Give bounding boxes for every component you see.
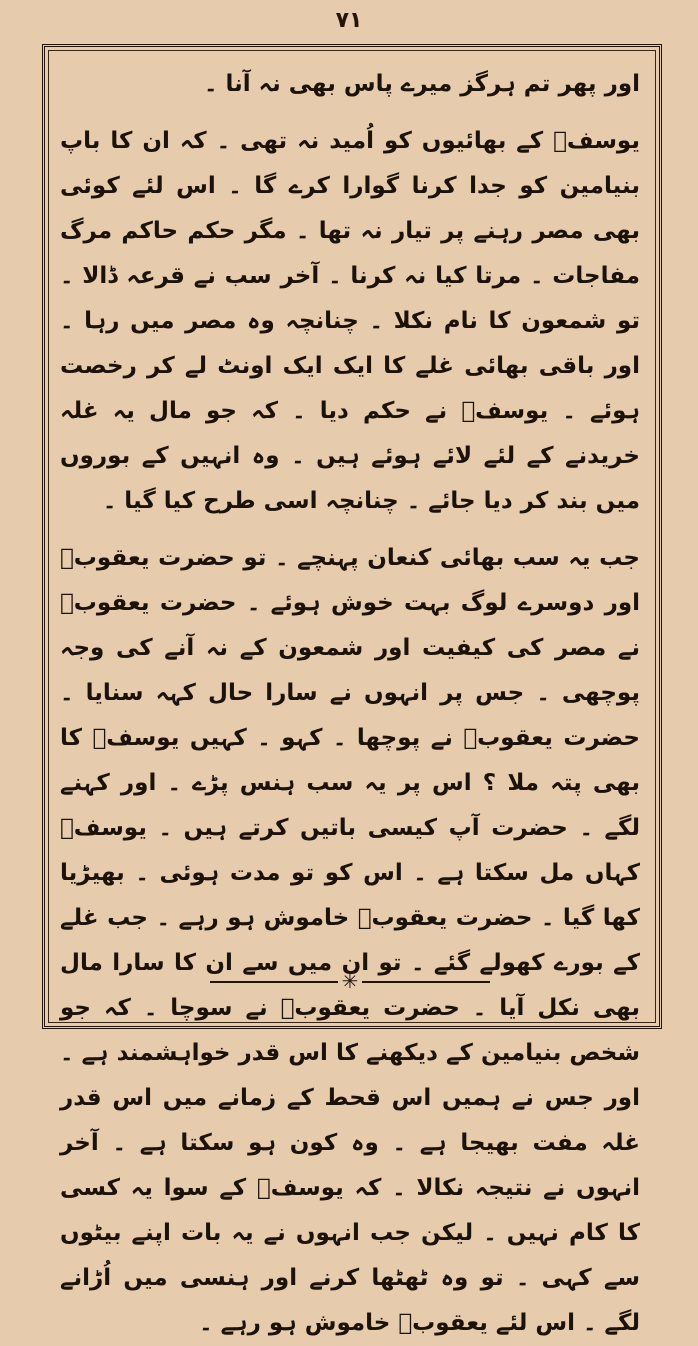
page-number: ٧١ [335,8,363,33]
paragraph-1: اور پھر تم ہرگز میرے پاس بھی نہ آنا ۔ [203,71,640,97]
paragraph-2: یوسفؑ کے بھائیوں کو اُمید نہ تھی ۔ کہ ان کا باپ بنیامین کو جدا کرنا گوارا کرے گا ۔ اس لئے کوئی بھی مصر رہنے پر تیار نہ تھا ۔ مگر حکم حاکم مرگ مفاجات ۔ مرتا کیا نہ کرنا ۔ آخر سب نے قرعہ ڈالا ۔ تو شمعون کا نام نکلا ۔ چنانچہ وہ مصر میں رہا ۔ اور باقی بھائی غلے کا ایک ایک اونٹ لے کر رخصت ہوئے ۔ یوسفؑ نے حکم دیا ۔ کہ جو مال یہ غلہ خریدنے کے لئے لائے ہوئے ہیں ۔ وہ انہیں کے بوروں میں بند کر دیا جائے ۔ چنانچہ اسی طرح کیا گیا ۔ [60,128,640,514]
divider-star-icon: ✳ [341,969,359,993]
divider-line-left [210,981,338,983]
divider-line-right [362,981,490,983]
body-text [60,62,640,1336]
section-divider [210,969,490,993]
paragraph-3: جب یہ سب بھائی کنعان پہنچے ۔ تو حضرت یعقوبؑ اور دوسرے لوگ بہت خوش ہوئے ۔ حضرت یعقوبؑ نے مصر کی کیفیت اور شمعون کے نہ آنے کی وجہ پوچھی ۔ جس پر انہوں نے سارا حال کہہ سنایا ۔ حضرت یعقوبؑ نے پوچھا ۔ کہو ۔ کہیں یوسفؑ کا بھی پتہ ملا ؟ اس پر یہ سب ہنس پڑے ۔ اور کہنے لگے ۔ حضرت آپ کیسی باتیں کرتے ہیں ۔ یوسفؑ کہاں مل سکتا ہے ۔ اس کو تو مدت ہوئی ۔ بھیڑیا کھا گیا ۔ حضرت یعقوبؑ خاموش ہو رہے ۔ جب غلے کے بورے کھولے گئے ۔ تو ان میں سے ان کا سارا مال بھی نکل آیا ۔ حضرت یعقوبؑ نے سوچا ۔ کہ جو شخص بنیامین کے دیکھنے کا اس قدر خواہشمند ہے ۔ اور جس نے ہمیں اس قحط کے زمانے میں اس قدر غلہ مفت بھیجا ہے ۔ وہ کون ہو سکتا ہے ۔ آخر انہوں نے نتیجہ نکالا ۔ کہ یوسفؑ کے سوا یہ کسی کا کام نہیں ۔ لیکن جب انہوں نے یہ بات اپنے بیٹوں سے کہی ۔ تو وہ ٹھٹھا کرنے اور ہنسی میں اُڑانے لگے ۔ اس لئے یعقوبؑ خاموش ہو رہے ۔ [60,545,640,1336]
